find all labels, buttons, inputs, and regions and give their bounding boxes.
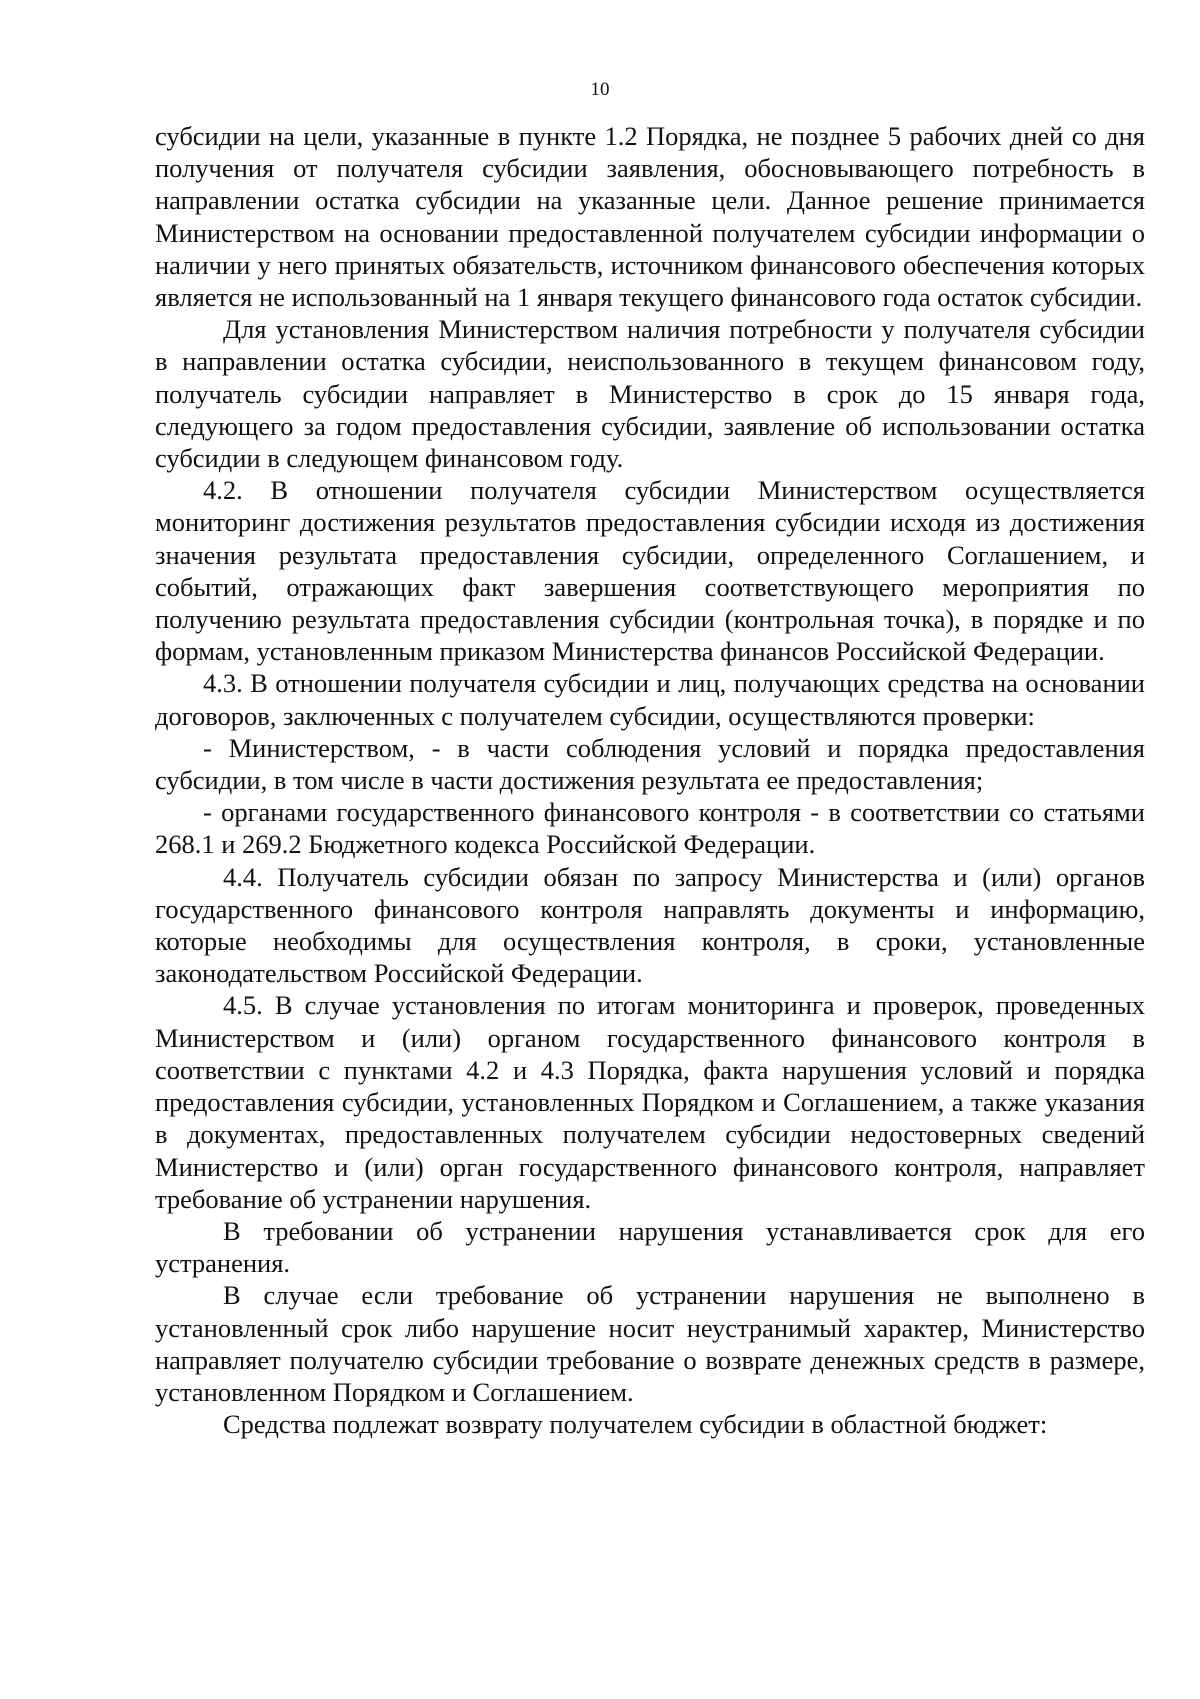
paragraph-4-5: 4.5. В случае установления по итогам мониторинга и проверок, проведенных Министерством и (или) органом государственного финансового контроля в соответствии с пунктами 4.2 и 4.3 Порядка, факта нарушения условий и порядка предоставления субсидии, установленных Порядком и Соглашением, а также указания в документах, предоставленных получателем субсидии недостоверных сведений Министерство и (или) орган государственного финансового контроля, направляет требование об устранении нарушения.	[155, 990, 1145, 1214]
paragraph-4-2: 4.2. В отношении получателя субсидии Министерством осуществляется мониторинг достижения результатов предоставления субсидии исходя из достижения значения результата предоставления субсидии, определенного Соглашением, и событий, отражающих факт завершения соответствующего мероприятия по получению результата предоставления субсидии (контрольная точка), в порядке и по формам, установленным приказом Министерства финансов Российской Федерации.	[155, 475, 1145, 667]
paragraph-refund-budget: Средства подлежат возврату получателем субсидии в областной бюджет:	[223, 1409, 1048, 1440]
page-number: 10	[590, 79, 610, 100]
paragraph-4-3: 4.3. В отношении получателя субсидии и лиц, получающих средства на основании договоров, заключенных с получателем субсидии, осуществляются проверки:	[155, 668, 1145, 731]
paragraph-4-4: 4.4. Получатель субсидии обязан по запросу Министерства и (или) органов государственного финансового контроля направлять документы и информацию, которые необходимы для осуществления контроля, в сроки, установленные законодательством Российской Федерации.	[155, 861, 1145, 989]
paragraph-deadline: В требовании об устранении нарушения устанавливается срок для его устранения.	[155, 1215, 1145, 1279]
list-item-control-bodies: - органами государственного финансового контроля - в соответствии со статьями 268.1 и 269.2 Бюджетного кодекса Российской Федерации.	[155, 797, 1145, 860]
paragraph-refund-demand: В случае если требование об устранении нарушения не выполнено в установленный срок либо нарушение носит неустранимый характер, Министерство направляет получателю субсидии требование о возврате денежных средств в размере, установленном Порядком и Соглашением.	[155, 1280, 1145, 1407]
document-body	[155, 120, 1145, 1440]
list-item-ministry: - Министерством, - в части соблюдения условий и порядка предоставления субсидии, в том числе в части достижения результата ее предоставления;	[155, 732, 1145, 796]
paragraph-continuation: субсидии на цели, указанные в пункте 1.2 Порядка, не позднее 5 рабочих дней со дня получения от получателя субсидии заявления, обосновывающего потребность в направлении остатка субсидии на указанные цели. Данное решение принимается Министерством на основании предоставленной получателем субсидии информации о наличии у него принятых обязательств, источником финансового обеспечения которых является не использованный на 1 января текущего финансового года остаток субсидии.	[155, 121, 1145, 313]
paragraph-remainder-request: Для установления Министерством наличия потребности у получателя субсидии в направлении остатка субсидии, неиспользованного в текущем финансовом году, получатель субсидии направляет в Министерство в срок до 15 января года, следующего за годом предоставления субсидии, заявление об использовании остатка субсидии в следующем финансовом году.	[155, 314, 1145, 474]
